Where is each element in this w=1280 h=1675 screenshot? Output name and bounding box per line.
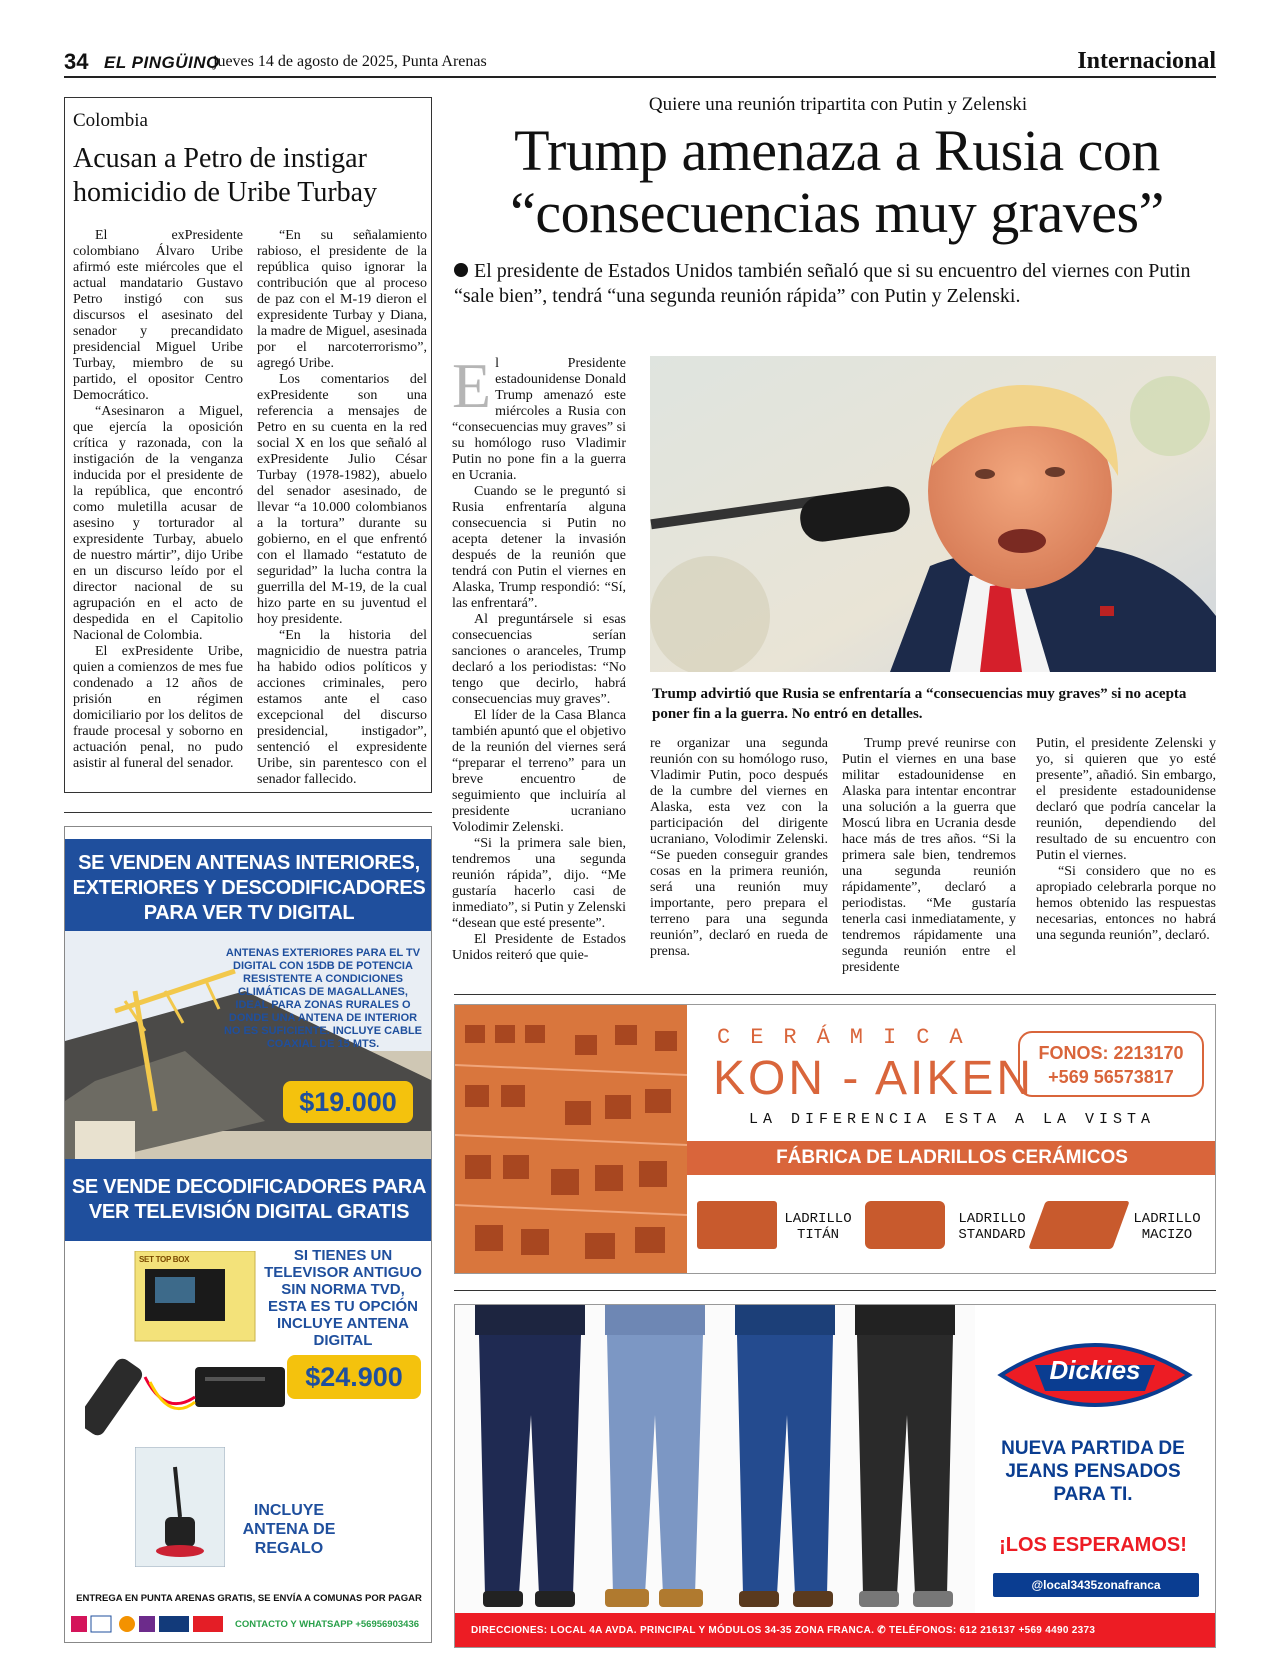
paragraph: “Si considero que no es apropiado celebrarla porque no hemos obtenido las respuestas necesarias, entonces no habrá una segunda reunión”, declaró. bbox=[1036, 864, 1216, 943]
paragraph: “En la historia del magnicidio de nuestra patria ha habido odios políticos y acciones criminales, pero estamos ante el caso excepcional del discurso presidencial, instigador”, sentenció el expresidente Uribe, sin parentesco con el senador fallecido. bbox=[257, 628, 427, 787]
brand-name: KON - AIKEN bbox=[713, 1052, 1035, 1105]
product-label: LADRILLO TITÁN bbox=[784, 1211, 852, 1243]
paragraph: El Presidente estadounidense Donald Trump amenazó este miércoles a Rusia con “consecuencias muy graves” si su homólogo ruso Vladimir Putin no pone fin a la guerra en Ucrania. bbox=[452, 350, 626, 483]
ad-text: INCLUYE ANTENA DE REGALO bbox=[242, 1502, 336, 1557]
brick-standard-image bbox=[865, 1201, 945, 1249]
lead-column-3 bbox=[842, 736, 1016, 976]
paragraph: El exPresidente colombiano Álvaro Uribe afirmó este miércoles que el actual mandatario Gustavo Petro instigó con sus discursos el asesinato del senador y precandidato presidencial Miguel Uribe Turbay, miembro de su partido, el opositor Centro Democrático. bbox=[73, 228, 243, 403]
price-tag: $24.900 bbox=[287, 1355, 421, 1399]
ad-text: ¡LOS ESPERAMOS! bbox=[999, 1534, 1187, 1556]
drop-cap: E bbox=[452, 350, 492, 421]
ceramica-advertisement bbox=[454, 1004, 1216, 1274]
paragraph: re organizar una segunda reunión con su homólogo ruso, Vladimir Putin, poco después de la cumbre del viernes en Alaska, esta vez con la participación del dirigente ucraniano, Volodimir Zelenski. “Se pueden conseguir grandes cosas en la primera reunión, será una reunión muy importante, pero prepara el terreno para una segunda reunión”, declaró en rueda de prensa. bbox=[650, 736, 828, 959]
ad-banner: SE VENDEN ANTENAS INTERIORES, EXTERIORES Y DESCODIFICADORES PARA VER TV DIGITAL bbox=[65, 839, 432, 931]
paragraph: “En su señalamiento rabioso, el presidente de la república quiso ignorar la contribución que al proceso de paz con el M-19 dieron el expresidente Turbay y Diana, la madre de Miguel, asesinada por el narcoterrorismo”, agregó Uribe. bbox=[257, 228, 427, 371]
antenna-advertisement bbox=[64, 826, 432, 1643]
box-label: SET TOP BOX bbox=[139, 1255, 190, 1264]
bullet-icon bbox=[454, 263, 468, 277]
page-number: 34 bbox=[64, 49, 89, 74]
lead-column-1 bbox=[452, 350, 626, 964]
story-headline: Acusan a Petro de instigar homicidio de Uribe Turbay bbox=[73, 143, 378, 208]
story-column-2 bbox=[257, 228, 427, 788]
lead-column-4 bbox=[1036, 736, 1216, 944]
ad-footer: DIRECCIONES: LOCAL 4A AVDA. PRINCIPAL Y MÓDULOS 34-35 ZONA FRANCA. ✆ TELÉFONOS: 612 216137 +569 4490 2373 bbox=[455, 1613, 1216, 1648]
paragraph: Los comentarios del exPresidente son una referencia a mensajes de Petro en su cuenta en la red social X en los que señaló al exPresidente Julio César Turbay (1978-1982), abuelo del senador asesinado, de llevar “a 10.000 colombianos a la tortura” durante su gobierno, en el que enfrentó con el llamado “estatuto de seguridad” la lucha contra la guerrilla del M-19, de la cual hizo parte en su juventud el hoy presidente. bbox=[257, 372, 427, 627]
lead-kicker: Quiere una reunión tripartita con Putin y Zelenski bbox=[648, 94, 1028, 115]
ad-banner: FÁBRICA DE LADRILLOS CERÁMICOS bbox=[687, 1141, 1216, 1175]
paragraph: Putin, el presidente Zelenski y yo, si quieren que yo esté presente”, añadió. Sin embargo, el presidente estadounidense declaró que podría cancelar la reunión, dependiendo del resultado de su encuentro con Putin el viernes. bbox=[1036, 736, 1216, 863]
lead-column-2 bbox=[650, 736, 828, 960]
product-label: LADRILLO MACIZO bbox=[1133, 1211, 1201, 1243]
product-label: LADRILLO STANDARD bbox=[958, 1211, 1026, 1243]
ad-text: SI TIENES UN TELEVISOR ANTIGUO SIN NORMA TVD, ESTA ES TU OPCIÓN INCLUYE ANTENA DIGITAL bbox=[264, 1247, 422, 1349]
ad-text: ANTENAS EXTERIORES PARA EL TV DIGITAL CON 15DB DE POTENCIA RESISTENTE A CONDICIONES CLIMÁTICAS DE MAGALLANES, IDEAL PARA ZONAS RURALES O DONDE UNA ANTENA DE INTERIOR NO ES SUFICIENTE. INCLUYE CABLE COAXIAL DE 15 MTS. bbox=[223, 947, 423, 1050]
ad-contact-text: CONTACTO Y WHATSAPP +56956903436 bbox=[235, 1619, 420, 1630]
divider bbox=[64, 812, 432, 813]
jeans-models-image bbox=[455, 1305, 975, 1613]
photo-illustration bbox=[650, 356, 1216, 672]
paragraph: Cuando se le preguntó si Rusia enfrentaría alguna consecuencia si Putin no acepta detener la invasión después de la reunión que tendrá con Putin el viernes en Alaska, Trump respondió: “Sí, las enfrentará”. bbox=[452, 484, 626, 611]
paragraph: Trump prevé reunirse con Putin el viernes en una base militar estadounidense en Alaska para intentar encontrar una solución a la guerra que Moscú libra en Ucrania desde hace más de tres años. “Si la primera sale bien, tendremos una segunda reunión rápidamente”, declaró a periodistas. “Me gustaría tenerla casi inmediatamente, y tendremos rápidamente una segunda reunión entre el presidente bbox=[842, 736, 1016, 975]
trump-photo bbox=[650, 356, 1216, 672]
set-top-box-package-image bbox=[125, 1251, 265, 1351]
ad-delivery-text: ENTREGA EN PUNTA ARENAS GRATIS, SE ENVÍA A COMUNAS POR PAGAR bbox=[76, 1593, 422, 1604]
phone-box bbox=[1018, 1031, 1204, 1097]
deck-text: El presidente de Estados Unidos también señaló que si su encuentro del viernes con Putin “sale bien”, tendrá “una segunda reunión rápida” con Putin y Zelenski. bbox=[454, 260, 1191, 307]
story-column-1 bbox=[73, 228, 243, 772]
paragraph: Al preguntársele si esas consecuencias serían sanciones o aranceles, Trump declaró a los periodistas: “No tengo que decirlo, habrá consecuencias muy graves”. bbox=[452, 612, 626, 707]
lead-headline: Trump amenaza a Rusia con “consecuencias muy graves” bbox=[510, 118, 1164, 245]
brick-titan-image bbox=[697, 1201, 777, 1249]
remote-and-decoder-image bbox=[85, 1347, 285, 1437]
ad-banner: SE VENDE DECODIFICADORES PARA VER TELEVISIÓN DIGITAL GRATIS bbox=[65, 1159, 432, 1241]
divider bbox=[454, 1290, 1216, 1291]
photo-caption: Trump advirtió que Rusia se enfrentaría a “consecuencias muy graves” si no acepta poner fin a la guerra. No entró en detalles. bbox=[652, 686, 1187, 722]
dickies-advertisement bbox=[454, 1304, 1216, 1648]
brick-stack-image bbox=[455, 1005, 687, 1274]
brand-title: CERÁMICA bbox=[717, 1025, 983, 1050]
lead-deck bbox=[454, 259, 1208, 309]
paragraph: “Si la primera sale bien, tendremos una segunda reunión rápida”, dijo. “Me gustaría hacerlo casi de inmediato”, si Putin y Zelenski “desean que esté presente”. bbox=[452, 836, 626, 931]
story-kicker: Colombia bbox=[73, 110, 148, 131]
dickies-logo-text: Dickies bbox=[1049, 1355, 1141, 1385]
slogan: LA DIFERENCIA ESTA A LA VISTA bbox=[748, 1111, 1156, 1128]
header-rule bbox=[64, 76, 1216, 78]
instagram-handle[interactable]: @local3435zonafranca bbox=[993, 1573, 1199, 1597]
paragraph: “Asesinaron a Miguel, que ejercía la oposición crítica y razonada, con la instigación de la venganza inducida por el presidente de la república, que encontró como muletilla acusar de asesino y torturador al expresidente Turbay, abuelo de nuestro mártir”, dijo Uribe en un discurso leído por el director nacional de su agrupación en el acto de despedida en el Capitolio Nacional de Colombia. bbox=[73, 404, 243, 643]
tv-channel-logos bbox=[65, 1613, 233, 1635]
indoor-antenna-image bbox=[135, 1447, 225, 1567]
price-tag: $19.000 bbox=[283, 1081, 413, 1123]
divider bbox=[454, 994, 1216, 995]
paragraph: El Presidente de Estados Unidos reiteró que quie- bbox=[452, 932, 626, 963]
brick-macizo-image bbox=[1028, 1201, 1129, 1249]
paragraph: El exPresidente Uribe, quien a comienzos de mes fue condenado a 12 años de prisión en régimen domiciliario por los delitos de fraude procesal y soborno en actuación penal, no pudo asistir al funeral del senador. bbox=[73, 644, 243, 771]
ad-text: NUEVA PARTIDA DE JEANS PENSADOS PARA TI. bbox=[1001, 1438, 1185, 1505]
colombia-story-box bbox=[64, 97, 432, 793]
section-title: Internacional bbox=[1077, 48, 1216, 74]
dateline: jueves 14 de agosto de 2025, Punta Arenas bbox=[213, 53, 487, 70]
phone-line: FONOS: 2213170 bbox=[1038, 1043, 1184, 1063]
paragraph: El líder de la Casa Blanca también apuntó que el objetivo de la reunión del viernes será “preparar el terreno” para un breve encuentro de seguimiento que incluiría al presidente ucraniano Volodimir Zelenski. bbox=[452, 708, 626, 835]
phone-line: +569 56573817 bbox=[1048, 1067, 1174, 1087]
newspaper-logo: EL PINGÜINO bbox=[104, 53, 220, 72]
